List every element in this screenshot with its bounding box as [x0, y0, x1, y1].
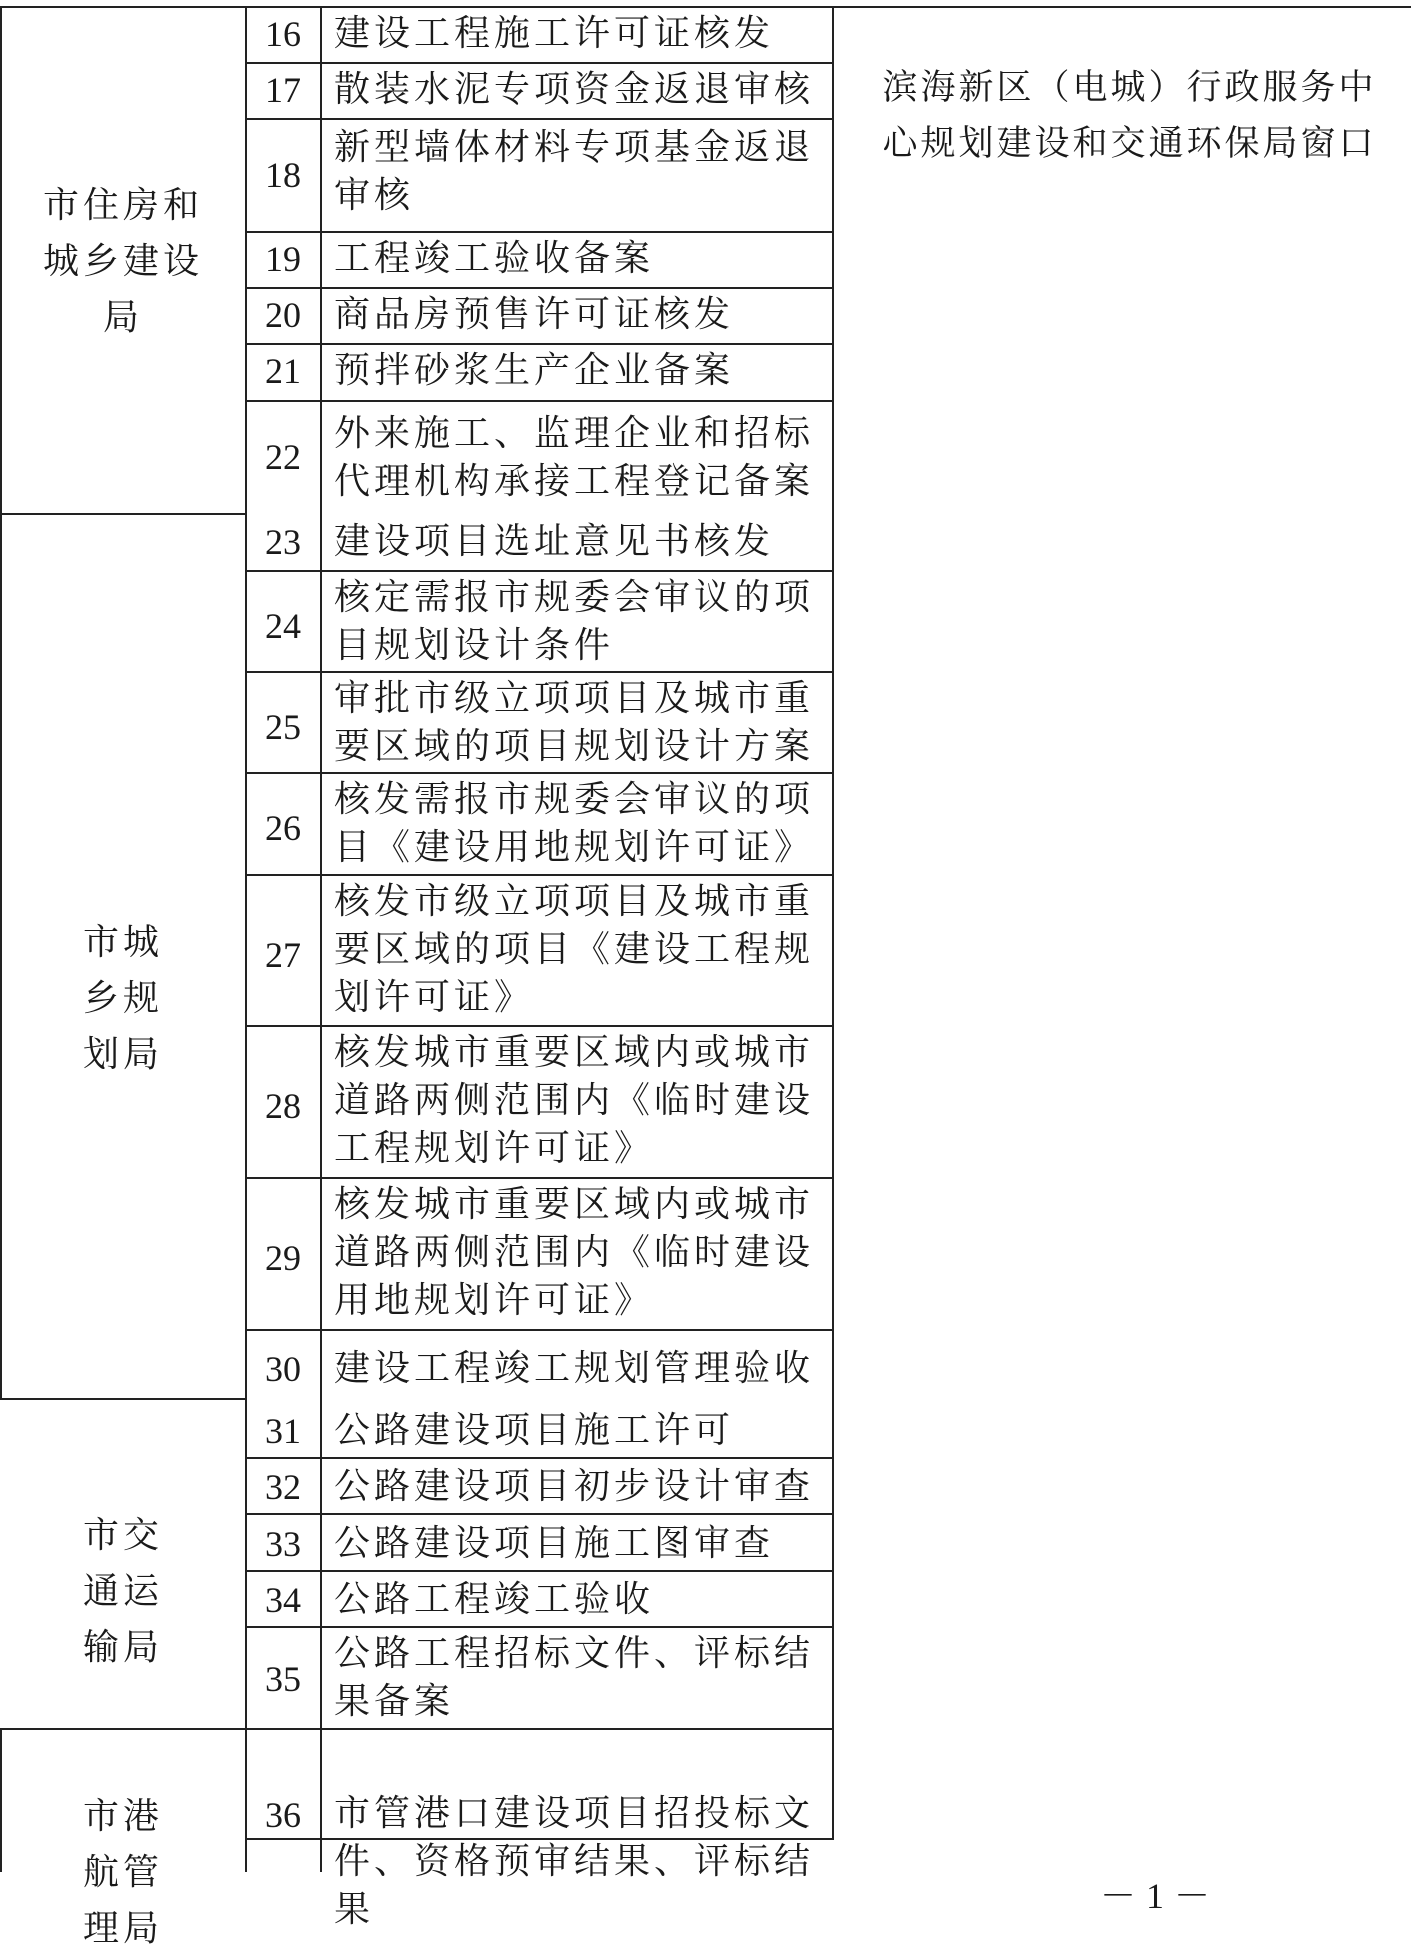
department-divider: [0, 513, 247, 515]
row-number: 16: [265, 14, 301, 54]
row-number: 17: [265, 70, 301, 110]
row-divider: [245, 1457, 834, 1459]
row-number: 27: [265, 935, 301, 975]
row-number: 33: [265, 1524, 301, 1564]
service-window-cell: [834, 60, 1425, 172]
department-divider: [0, 6, 247, 8]
row-number: 23: [265, 522, 301, 562]
item-text: 散装水泥专项资金返退审核: [334, 69, 815, 110]
row-number: 36: [265, 1795, 301, 1835]
page-number: －1－: [1100, 1876, 1221, 1916]
row-number: 28: [265, 1086, 301, 1126]
item-text: 公路建设项目施工图审查: [334, 1523, 775, 1564]
department-name: 市住房和城乡建设局: [42, 185, 203, 338]
row-number: 18: [265, 155, 301, 195]
item-text: 外来施工、监理企业和招标代理机构承接工程登记备案: [334, 413, 815, 502]
row-number: 29: [265, 1238, 301, 1278]
row-number: 21: [265, 351, 301, 391]
row-divider: [245, 671, 834, 673]
department-name: 市港航管理局: [82, 1796, 163, 1949]
row-divider: [245, 287, 834, 289]
row-number: 31: [265, 1411, 301, 1451]
item-text: 市管港口建设项目招投标文件、资格预审结果、评标结果: [334, 1793, 815, 1930]
item-text: 预拌砂浆生产企业备案: [334, 350, 735, 391]
department-name: 市交通运输局: [82, 1515, 163, 1668]
service-window-name: 滨海新区（电城）行政服务中心规划建设和交通环保局窗口: [882, 68, 1377, 164]
item-text: 公路建设项目初步设计审查: [334, 1466, 815, 1507]
item-text: 新型墙体材料专项基金返退审核: [334, 127, 815, 216]
row-divider: [245, 1329, 834, 1331]
row-divider: [245, 343, 834, 345]
row-divider: [245, 1025, 834, 1027]
item-text: 核发城市重要区域内或城市道路两侧范围内《临时建设用地规划许可证》: [334, 1184, 815, 1321]
row-number: 22: [265, 437, 301, 477]
item-text: 核定需报市规委会审议的项目规划设计条件: [334, 577, 815, 666]
item-text: 建设项目选址意见书核发: [334, 521, 775, 562]
row-divider: [245, 62, 834, 64]
column-divider: [832, 6, 834, 1838]
row-divider: [245, 1177, 834, 1179]
department-divider: [0, 1728, 247, 1730]
department-cell: [0, 1789, 246, 1957]
department-name: 市城乡规划局: [82, 922, 163, 1075]
item-text: 公路工程招标文件、评标结果备案: [334, 1633, 815, 1722]
item-text: 公路工程竣工验收: [334, 1579, 655, 1620]
row-divider: [245, 231, 834, 233]
row-divider: [245, 1513, 834, 1515]
item-text: 商品房预售许可证核发: [334, 294, 735, 335]
department-cell: [0, 1508, 246, 1676]
row-number: 25: [265, 707, 301, 747]
item-text: 公路建设项目施工许可: [334, 1410, 735, 1451]
department-cell: [0, 178, 246, 346]
row-divider: [245, 570, 834, 572]
row-number: 26: [265, 808, 301, 848]
row-number: 34: [265, 1580, 301, 1620]
row-divider: [245, 118, 834, 120]
row-number: 35: [265, 1659, 301, 1699]
item-text: 建设工程施工许可证核发: [334, 13, 775, 54]
department-divider: [0, 1398, 247, 1400]
item-text: 工程竣工验收备案: [334, 238, 655, 279]
row-divider: [245, 1570, 834, 1572]
row-divider: [245, 1728, 834, 1730]
row-number: 30: [265, 1349, 301, 1389]
window-cell-border: [832, 6, 1411, 8]
row-divider: [245, 772, 834, 774]
row-number: 19: [265, 239, 301, 279]
item-text: 核发需报市规委会审议的项目《建设用地规划许可证》: [334, 779, 815, 868]
row-divider: [245, 874, 834, 876]
row-number: 20: [265, 295, 301, 335]
row-number: 24: [265, 606, 301, 646]
item-text: 审批市级立项项目及城市重要区域的项目规划设计方案: [334, 678, 815, 767]
row-number: 32: [265, 1467, 301, 1507]
item-text: 核发市级立项项目及城市重要区域的项目《建设工程规划许可证》: [334, 881, 815, 1018]
row-divider: [245, 1626, 834, 1628]
row-divider: [245, 400, 834, 402]
row-divider: [245, 6, 834, 8]
department-cell: [0, 915, 246, 1083]
item-text: 核发城市重要区域内或城市道路两侧范围内《临时建设工程规划许可证》: [334, 1032, 815, 1169]
item-text: 建设工程竣工规划管理验收: [334, 1348, 815, 1389]
column-divider: [320, 6, 322, 1872]
